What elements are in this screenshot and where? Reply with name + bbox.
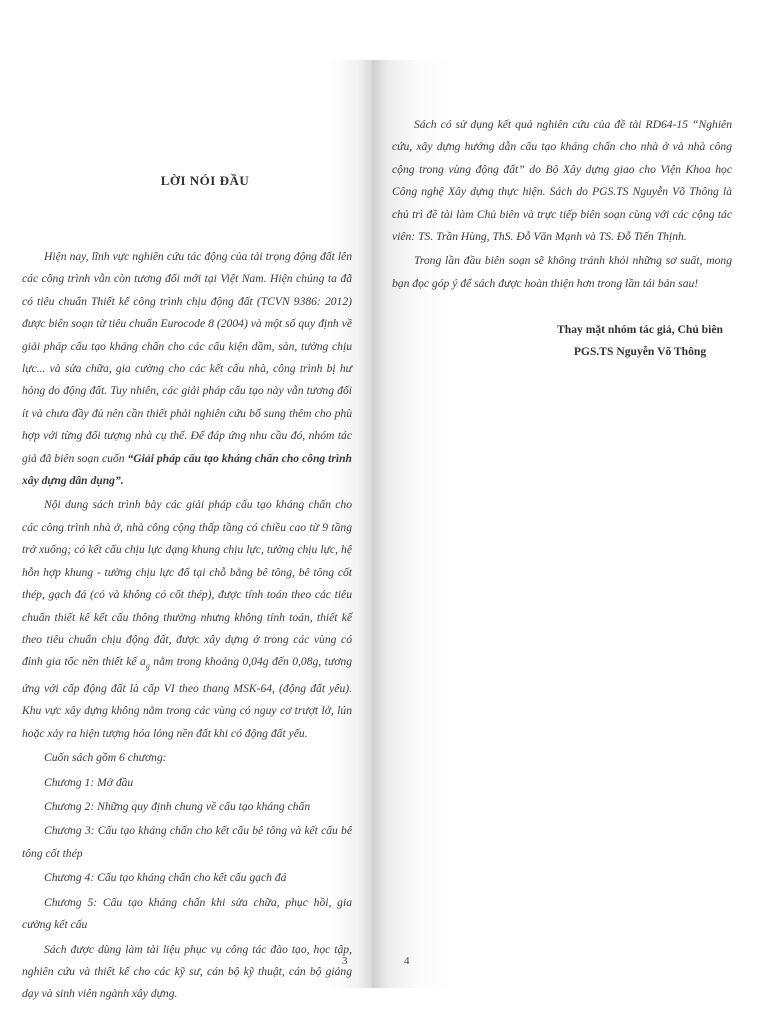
- signature-name: PGS.TS Nguyễn Võ Thông: [573, 345, 707, 358]
- signature-role: Thay mặt nhóm tác giả, Chủ biên: [557, 323, 723, 336]
- chapter-item: Chương 1: Mở đầu: [44, 775, 134, 789]
- intro-text: Hiện nay, lĩnh vực nghiên cứu tác động của tải trọng động đất lên các công trình vẫn còn tương đối mới tại Việt Nam. Hiện chúng ta đã có tiêu chuẩn Thiết kế công trình chịu động đất (TCVN 9386: 2012) được biên soạn từ tiêu chuẩn Eurocode 8 (2004) và một số quy định về giải pháp cấu tạo kháng chấn cho các cấu kiện dầm, sàn, tường chịu lực... và sửa chữa, gia cường cho các kết cấu nhà, công trình bị hư hỏng do động đất. Tuy nhiên, các giải pháp cấu tạo này vẫn tương đối ít và chưa đầy đủ nên cần thiết phải nghiên cứu bổ sung thêm cho phù hợp với từng đối tượng nhà cụ thể. Để đáp ứng nhu cầu đó, nhóm tác giả đã biên soạn cuốn: [22, 250, 352, 465]
- content-text-2: nằm trong khoảng 0,04g đến 0,08g, tương ứng với cấp động đất là cấp VI theo thang MSK-64, (động đất yếu). Khu vực xây dựng không nằm trong các vùng có nguy cơ trượt lở, lún hoặc xảy ra hiện tượng hóa lỏng nền đất khi có động đất yếu.: [22, 655, 352, 740]
- chapter-item: Chương 5: Cấu tạo kháng chấn khi sửa chữa, phục hồi, gia cường kết cấu: [22, 895, 352, 932]
- signature-block: [540, 319, 740, 363]
- content-text-1: Nội dung sách trình bày các giải pháp cấu tạo kháng chấn cho các công trình nhà ở, nhà công cộng thấp tầng có chiều cao từ 9 tầng trở xuống; có kết cấu chịu lực dạng khung chịu lực, tường chịu lực, hệ hỗn hợp khung - tường chịu lực đổ tại chỗ bằng bê tông, bê tông cốt thép, gạch đá (có và không có cốt thép), được tính toán theo các tiêu chuẩn thiết kế kết cấu thông thường nhưng không tính toán, thiết kế theo tiêu chuẩn chịu động đất, được xây dựng ở trong các vùng có đỉnh gia tốc nền thiết kế a: [22, 498, 352, 669]
- content-paragraph: [22, 494, 352, 745]
- book-title: “Giải pháp cấu tạo kháng chấn cho công trình xây dựng dân dụng”.: [22, 451, 352, 488]
- chapter-item: Chương 4: Cấu tạo kháng chấn cho kết cấu gạch đá: [44, 871, 287, 885]
- page-number-left: 3: [342, 955, 348, 967]
- chapter-item: Chương 2: Những quy định chung về cấu tạo kháng chấn: [44, 800, 311, 814]
- page-heading: LỜI NÓI ĐẦU: [160, 173, 250, 188]
- page-number-right: 4: [404, 955, 410, 967]
- chapters-intro: Cuốn sách gồm 6 chương:: [44, 751, 167, 765]
- right-body-text: [392, 114, 732, 297]
- subscript-g: g: [145, 661, 150, 671]
- closing-paragraph: Trong lần đầu biên soạn sẽ không tránh khỏi những sơ suất, mong bạn đọc góp ý để sách được hoàn thiện hơn trong lần tái bản sau!: [392, 254, 732, 290]
- research-paragraph: Sách có sử dụng kết quả nghiên cứu của đề tài RD64-15 “Nghiên cứu, xây dựng hướng dẫn cấu tạo kháng chấn cho nhà ở và nhà công cộng trong vùng động đất” do Bộ Xây dựng giao cho Viện Khoa học Công nghệ Xây dựng thực hiện. Sách do PGS.TS Nguyễn Võ Thông là chủ trì đề tài làm Chủ biên và trực tiếp biên soạn cùng với các cộng tác viên: TS. Trần Hùng, ThS. Đỗ Văn Mạnh và TS. Đỗ Tiến Thịnh.: [392, 118, 732, 244]
- intro-paragraph: [22, 246, 352, 492]
- book-gutter: [358, 60, 388, 988]
- chapter-item: Chương 3: Cấu tạo kháng chấn cho kết cấu bê tông và kết cấu bê tông cốt thép: [22, 824, 352, 860]
- left-body-text: [22, 246, 352, 1008]
- usage-paragraph: Sách được dùng làm tài liệu phục vụ công tác đào tạo, học tập, nghiên cứu và thiết kế cho các kỹ sư, cán bộ kỹ thuật, cán bộ giảng dạy và sinh viên ngành xây dựng.: [22, 942, 352, 1001]
